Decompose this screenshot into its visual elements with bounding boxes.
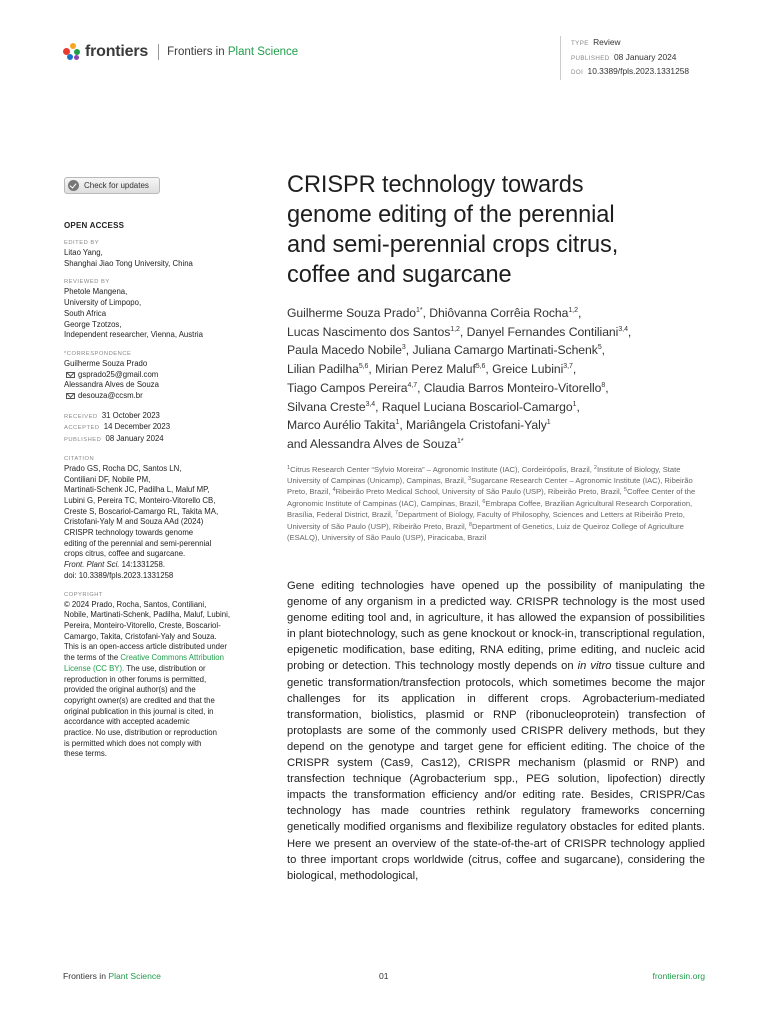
author-affiliation-marker: 3,7 [563,363,573,371]
license-link[interactable]: Creative Commons Attribution [120,653,224,663]
footer-site-link[interactable]: frontiersin.org [652,971,705,981]
article-main [287,170,705,543]
author-affiliation-marker: 1 [395,419,400,427]
citation-doi[interactable]: doi: 10.3389/fpls.2023.1331258 [64,570,174,580]
author-affiliation-marker: 1,2 [450,325,460,333]
author-affiliation-marker: 3,4 [365,400,376,408]
affiliation-text: Embrapa Coffee, Brazilian Agricultural Research Corporation, Brasília, Federal District, Brazil, [287,498,693,520]
correspondence-info: Guilherme Souza Prado gsprado25@gmail.com Alessandra Alves de Souza desouza@ccsm.br [64,358,159,401]
author-list [287,304,705,454]
author-name[interactable]: Tiago Campos Pereira [287,380,408,395]
author-line: Lucas Nascimento dos Santos$^{1,2}$, Danyel Fernandes Contiliani$^{3,4}$, [287,324,632,339]
author-affiliation-marker: 5,6 [475,363,486,371]
author-name[interactable]: Dhiôvanna Corrêia Rocha [429,306,569,320]
email-link[interactable]: gsprado25@gmail.com [78,369,159,379]
correspondence-label: *CORRESPONDENCE [64,350,132,357]
affiliation-number: 1 [287,464,291,471]
author-name[interactable]: Lilian Padilha [287,362,359,377]
affiliation-number: 6 [482,498,486,505]
affiliation-text: Department of Genetics, Luiz de Queiroz College of Agriculture (ESALQ), University of São Paulo (USP), Piracicaba, Brazil [287,521,684,543]
affiliation-number: 3 [468,476,472,483]
affiliation-text: Department of Biology, Faculty of Philosophy, Sciences and Letters at Ribeirão Preto, University of São Paulo (USP), Ribeirão Preto, Brazil, [287,510,685,531]
author-name[interactable]: Raquel Luciana Boscariol-Camargo [381,399,573,414]
edited-by-label: EDITED BY [64,240,100,246]
affiliation-text: Coffee Center of the Agronomic Institute of Campinas (IAC), Campinas, Brazil, [287,487,696,508]
journal-name[interactable]: Frontiers in Plant Science [167,46,299,58]
email-link[interactable]: desouza@ccsm.br [78,391,143,401]
author-affiliation-marker: 1* [416,307,423,314]
author-line: Lilian Padilha$^{5,6}$, Mirian Perez Maluf$^{5,6}$, Greice Lubini$^{3,7}$, [287,362,577,377]
author-name[interactable]: Claudia Barros Monteiro-Vitorello [423,380,602,395]
author-name[interactable]: Mariângela Cristofani-Yaly [406,418,547,433]
author-line: and Alessandra Alves de Souza$^{1*}$ [287,436,464,451]
open-access-label: OPEN ACCESS [64,221,125,230]
brand-name[interactable]: frontiers [85,43,149,60]
checkmark-icon [68,180,79,191]
author-affiliation-marker: 1,2 [568,307,578,314]
author-affiliation-marker: 5 [597,344,602,352]
author-line: Paula Macedo Nobile$^3$, Juliana Camargo Martinati-Schenk$^5$, [287,343,605,358]
author-affiliation-marker: 1 [572,400,577,408]
author-affiliation-marker: 3,4 [618,325,628,333]
license-link[interactable]: License (CC BY). [64,663,125,673]
affiliation-number: 7 [395,510,399,517]
meta-doi[interactable]: DOI 10.3389/fpls.2023.1331258 [571,66,690,76]
author-affiliation-marker: 1* [456,437,464,445]
author-name[interactable]: Greice Lubini [492,362,564,377]
affiliations [287,464,705,544]
sidebar [64,177,254,760]
page-number: 01 [379,971,389,981]
affiliation-text: Citrus Research Center “Sylvio Moreira” – Agronomic Institute (IAC), Cordeirópolis, Brazil, [290,464,594,474]
affiliation-number: 8 [468,521,472,528]
abstract: Gene editing technologies have opened up the possibility of manipulating the genome of any organism in a predicted way. CRISPR technology is the most used genome editing tool and, in agriculture, it has allowed the expansion of possibilities in plant biotechnology, such as gene knockout or knock-in, transcriptional regulation, epigenetic modification, base editing, RNA editing, prime editing, and nucleic acid probing or detection. This technology mostly depends on in vitro tissue culture and genetic transformation/transfection protocols, which sometimes become the major challenges for its application in different crops. Agrobacterium-mediated transformation, biolistics, plasmid or RNP (ribonucleoprotein) transfection of protoplasts are some of the commonly used CRISPR delivery methods, but they depend on the genotype and target gene for efficient editing. The choice of the CRISPR system (Cas9, Cas12), CRISPR mechanism (plasmid or RNP) and transfection technique (Agrobacterium spp., PEG solution, lipofection) directly impacts the transformation efficiency and/or editing rate. Besides, CRISPR/Cas technology has made countries rethink regulatory frameworks concerning genetically modified organisms and flexibilize regulatory obstacles for edited plants. Here we present an overview of the state-of-the-art of CRISPR technology applied to three important crops worldwide (citrus, coffee and sugarcane), considering the biological, methodological, [287,580,705,882]
meta-published: PUBLISHED 08 January 2024 [571,51,677,62]
article-dates: RECEIVED 31 October 2023 ACCEPTED 14 December 2023 PUBLISHED 08 January 2024 [64,410,171,444]
author-affiliation-marker: 3 [401,344,406,352]
mail-icon [66,393,75,399]
reviewers-info: Phetole Mangena, University of Limpopo, South Africa George Tzotzos, Independent researcher, Vienna, Austria [64,287,203,340]
affiliation-number: 4 [332,487,336,494]
author-affiliation-marker: 5,6 [358,363,369,371]
author-name[interactable]: Danyel Fernandes Contiliani [466,324,619,339]
author-affiliation-marker: 8 [601,381,606,389]
check-updates-button[interactable]: Check for updates [64,177,160,194]
meta-type: TYPE Review [571,37,621,47]
author-affiliation-marker: 4,7 [407,381,418,389]
author-affiliation-marker: 1 [546,419,551,427]
author-line: Tiago Campos Pereira$^{4,7}$, Claudia Barros Monteiro-Vitorello$^8$, [287,380,609,395]
author-name[interactable]: Lucas Nascimento dos Santos [287,324,451,339]
author-name[interactable]: Alessandra Alves de Souza [309,436,457,451]
author-line: Silvana Creste$^{3,4}$, Raquel Luciana Boscariol-Camargo$^1$, [287,399,580,414]
author-name[interactable]: Mirian Perez Maluf [375,362,476,377]
editor-info: Litao Yang, Shanghai Jiao Tong University, China [64,248,193,268]
citation-text: Prado GS, Rocha DC, Santos LN, Contiliani DF, Nobile PM, Martinati-Schenk JC, Padilha L, Maluf MP, Lubini G, Pereira TC, Monteiro-Vitorello CB, Creste S, Boscariol-Camargo RL, Takita MA, Cristofani-Yaly M and Souza AAd (2024) CRISPR technology towards genome editing of the perennial and semi-perennial crops citrus, coffee and sugarcane. Front. Plant Sci. 14:1331258. doi: 10.3389/fpls.2023.1331258 [64,464,254,582]
affiliation-text: Institute of Biology, State University of Campinas (Unicamp), Campinas, Brazil, [287,464,681,486]
author-name[interactable]: Juliana Camargo Martinati-Schenk [412,343,598,358]
copyright-label: COPYRIGHT [64,591,103,598]
copyright-text: © 2024 Prado, Rocha, Santos, Contiliani, Nobile, Martinati-Schenk, Padilha, Maluf, Lubini, Pereira, Monteiro-Vitorello, Creste, Boscariol- Camargo, Takita, Cristofani-Yaly and Souza. This is an open-access article distributed under the terms of the Creative Commons Attribution License (CC BY). The use, distribution or reproduction in other forums is permitted, provided the original author(s) and the copyright owner(s) are credited and that the original publication in this journal is cited, in accordance with accepted academic practice. No use, distribution or reproduction is permitted which does not comply with these terms. [64,599,230,759]
author-line: Guilherme Souza Prado$^{1*}$, Dhiôvanna Corrêia Rocha$^{1,2}$, [287,306,582,320]
frontiers-logo-icon [63,43,81,61]
author-name[interactable]: Silvana Creste [287,399,366,414]
affiliation-number: 2 [593,464,597,471]
affiliation-text: Sugarcane Research Center – Agronomic Institute (IAC), Ribeirão Preto, Brazil, [287,476,693,497]
article-title: CRISPR technology towards genome editing of the perennial and semi-perennial crops citrus, coffee and sugarcane [287,172,619,288]
citation-label: CITATION [64,455,95,462]
journal-header [63,42,298,62]
author-name[interactable]: Marco Aurélio Takita [287,418,396,433]
mail-icon [66,372,75,378]
author-name[interactable]: Paula Macedo Nobile [287,343,402,358]
footer-journal[interactable]: Frontiers in Plant Science [63,971,161,981]
reviewed-by-label: REVIEWED BY [64,279,110,286]
author-line: Marco Aurélio Takita$^1$, Mariângela Cristofani-Yaly$^1$ [287,418,551,433]
affiliation-number: 5 [623,487,627,494]
article-meta [560,36,689,80]
affiliation-text: Ribeirão Preto Medical School, University of São Paulo (USP), Ribeirão Preto, Brazil, [335,487,624,497]
author-name[interactable]: Guilherme Souza Prado [287,306,417,320]
header-divider [158,44,159,60]
